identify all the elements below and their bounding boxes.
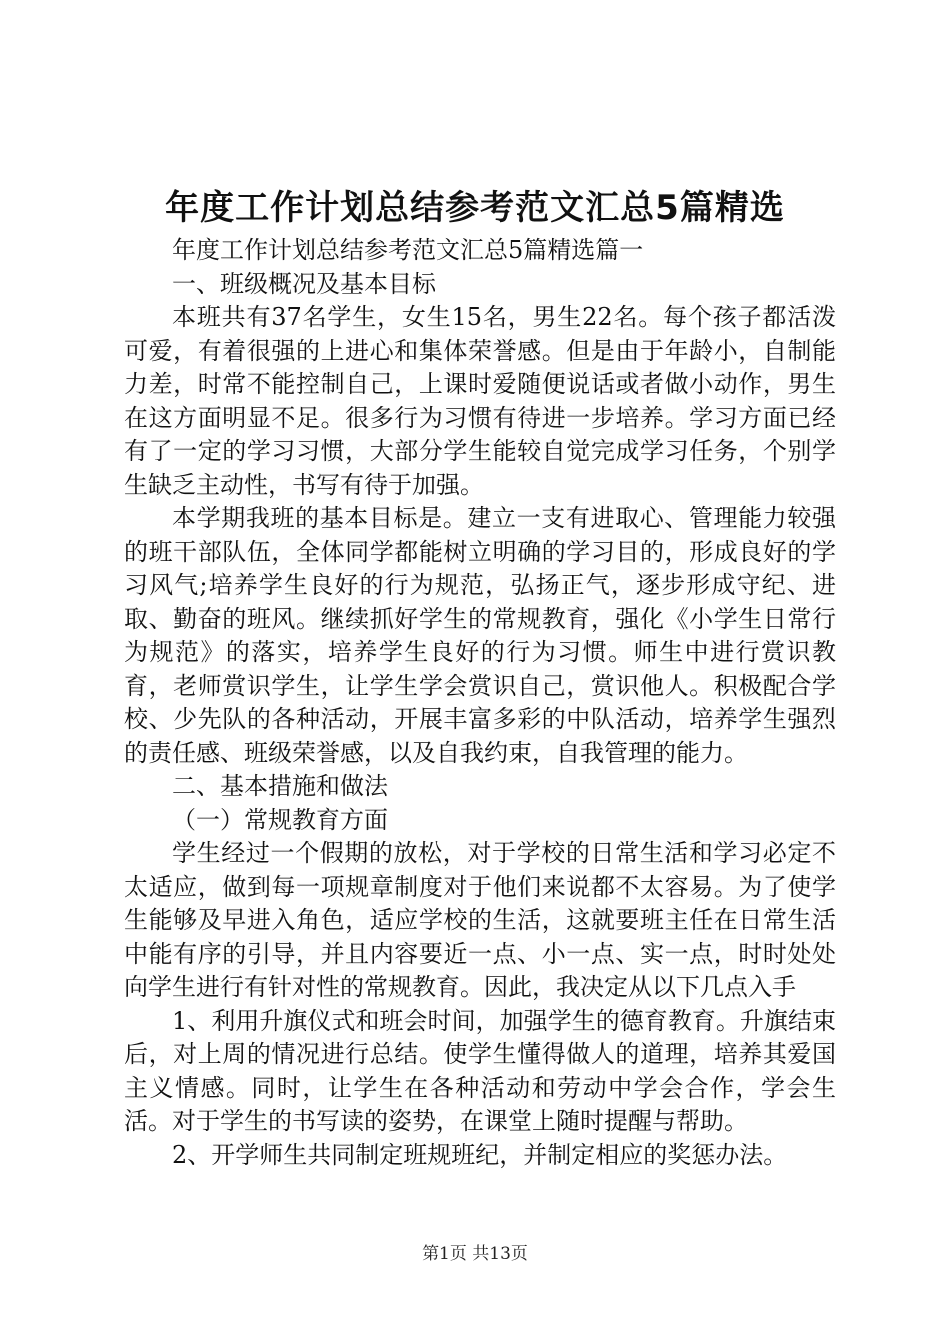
document-title: 年度工作计划总结参考范文汇总5篇精选	[165, 188, 785, 228]
document-body	[124, 234, 836, 1172]
section-heading: 年度工作计划总结参考范文汇总5篇精选篇一	[172, 236, 644, 264]
subsection-heading: 一、班级概况及基本目标	[172, 269, 436, 298]
body-paragraph: 本学期我班的基本目标是。建立一支有进取心、管理能力较强的班干部队伍，全体同学都能树立明确的学习目的，形成良好的学习风气;培养学生良好的行为规范，弘扬正气，逐步形成守纪、进取、勤奋的班风。继续抓好学生的常规教育，强化《小学生日常行为规范》的落实，培养学生良好的行为习惯。师生中进行赏识教育，老师赏识学生，让学生学会赏识自己，赏识他人。积极配合学校、少先队的各种活动，开展丰富多彩的中队活动，培养学生强烈的责任感、班级荣誉感，以及自我约束，自我管理的能力。	[124, 504, 836, 767]
body-paragraph: 本班共有37名学生，女生15名，男生22名。每个孩子都活泼可爱，有着很强的上进心和集体荣誉感。但是由于年龄小，自制能力差，时常不能控制自己，上课时爱随便说话或者做小动作，男生在这方面明显不足。很多行为习惯有待进一步培养。学习方面已经有了一定的学习习惯，大部分学生能较自觉完成学习任务，个别学生缺乏主动性，书写有待于加强。	[124, 303, 836, 499]
body-paragraph: 学生经过一个假期的放松，对于学校的日常生活和学习必定不太适应，做到每一项规章制度对于他们来说都不太容易。为了使学生能够及早进入角色，适应学校的生活，这就要班主任在日常生活中能有序的引导，并且内容要近一点、小一点、实一点，时时处处向学生进行有针对性的常规教育。因此，我决定从以下几点入手	[124, 839, 836, 1001]
body-paragraph: 2、开学师生共同制定班规班纪，并制定相应的奖惩办法。	[172, 1140, 788, 1169]
page-footer: 第1页 共13页	[422, 1244, 528, 1264]
subsection-heading: 二、基本措施和做法	[172, 772, 388, 800]
body-paragraph: 1、利用升旗仪式和班会时间，加强学生的德育教育。升旗结束后，对上周的情况进行总结。使学生懂得做人的道理，培养其爱国主义情感。同时，让学生在各种活动和劳动中学会合作，学会生活。对于学生的书写读的姿势，在课堂上随时提醒与帮助。	[124, 1006, 836, 1135]
subsection-heading: （一）常规教育方面	[172, 805, 388, 834]
